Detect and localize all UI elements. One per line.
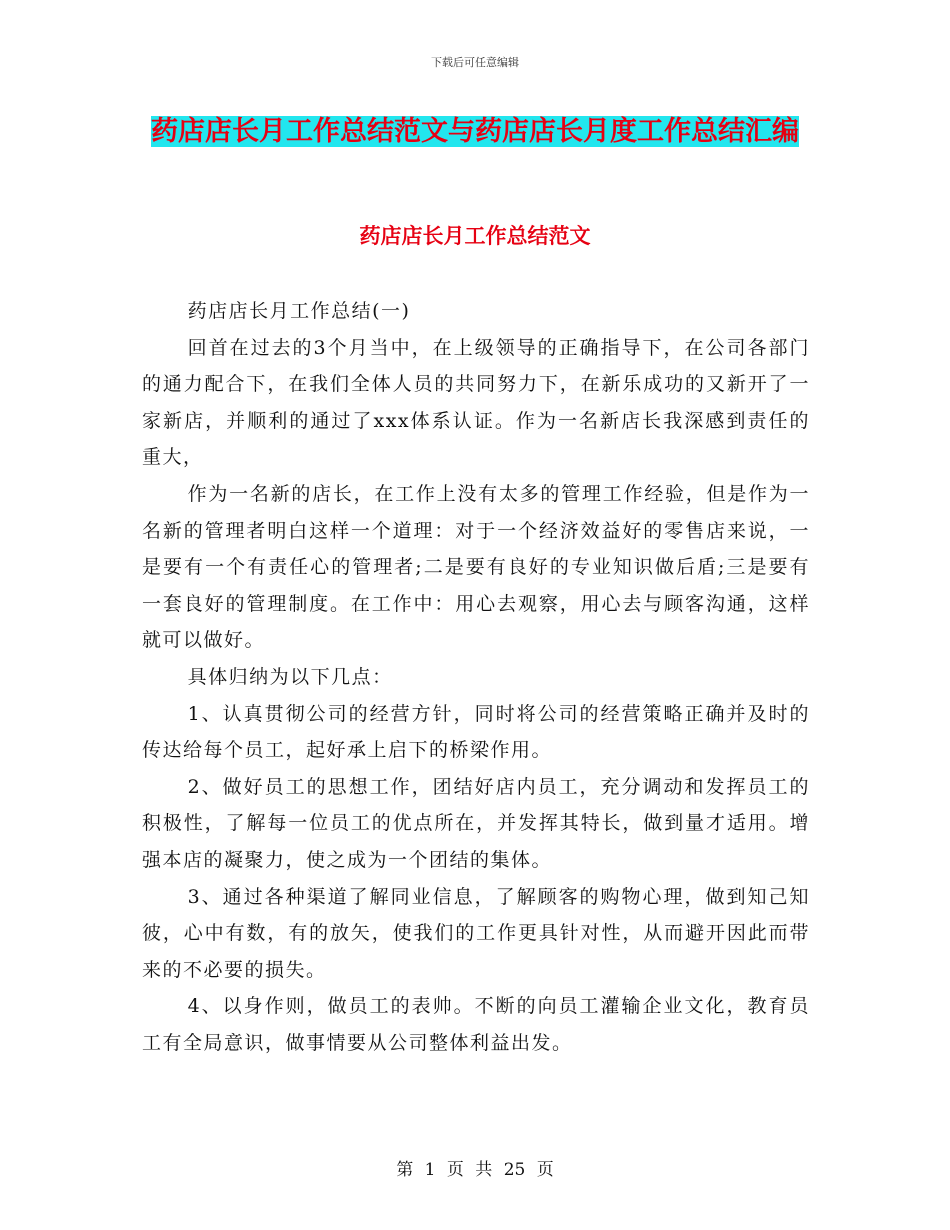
- paragraph: 作为一名新的店长，在工作上没有太多的管理工作经验，但是作为一名新的管理者明白这样一个道理：对于一个经济效益好的零售店来说，一是要有一个有责任心的管理者;二是要有良好的专业知识做后盾;三是要有一套良好的管理制度。在工作中：用心去观察，用心去与顾客沟通，这样就可以做好。: [142, 482, 810, 652]
- paragraph-subheading: 药店店长月工作总结(一): [187, 300, 411, 322]
- list-item: 1、认真贯彻公司的经营方针，同时将公司的经营策略正确并及时的传达给每个员工，起好承上启下的桥梁作用。: [142, 702, 810, 762]
- list-item: 2、做好员工的思想工作，团结好店内员工，充分调动和发挥员工的积极性，了解每一位员工的优点所在，并发挥其特长，做到量才适用。增强本店的凝聚力，使之成为一个团结的集体。: [142, 775, 810, 871]
- document-body: [142, 293, 810, 1061]
- section-title: 药店店长月工作总结范文: [359, 224, 591, 248]
- header-note: 下载后可任意编辑: [431, 56, 519, 69]
- paragraph: 具体归纳为以下几点：: [187, 665, 393, 688]
- page-number: 第 1 页 共 25 页: [396, 1160, 554, 1180]
- document-title: [140, 110, 810, 154]
- paragraph: 回首在过去的3个月当中，在上级领导的正确指导下，在公司各部门的通力配合下，在我们全体人员的共同努力下，在新乐成功的又新开了一家新店，并顺利的通过了xxx体系认证。作为一名新店长我深感到责任的重大，: [142, 336, 810, 469]
- list-item: 3、通过各种渠道了解同业信息，了解顾客的购物心理，做到知己知彼，心中有数，有的放矢，使我们的工作更具针对性，从而避开因此而带来的不必要的损失。: [142, 885, 810, 981]
- list-item: 4、以身作则，做员工的表帅。不断的向员工灌输企业文化，教育员工有全局意识，做事情要从公司整体利益出发。: [142, 995, 810, 1054]
- document-title-text: 药店店长月工作总结范文与药店店长月度工作总结汇编: [151, 116, 799, 147]
